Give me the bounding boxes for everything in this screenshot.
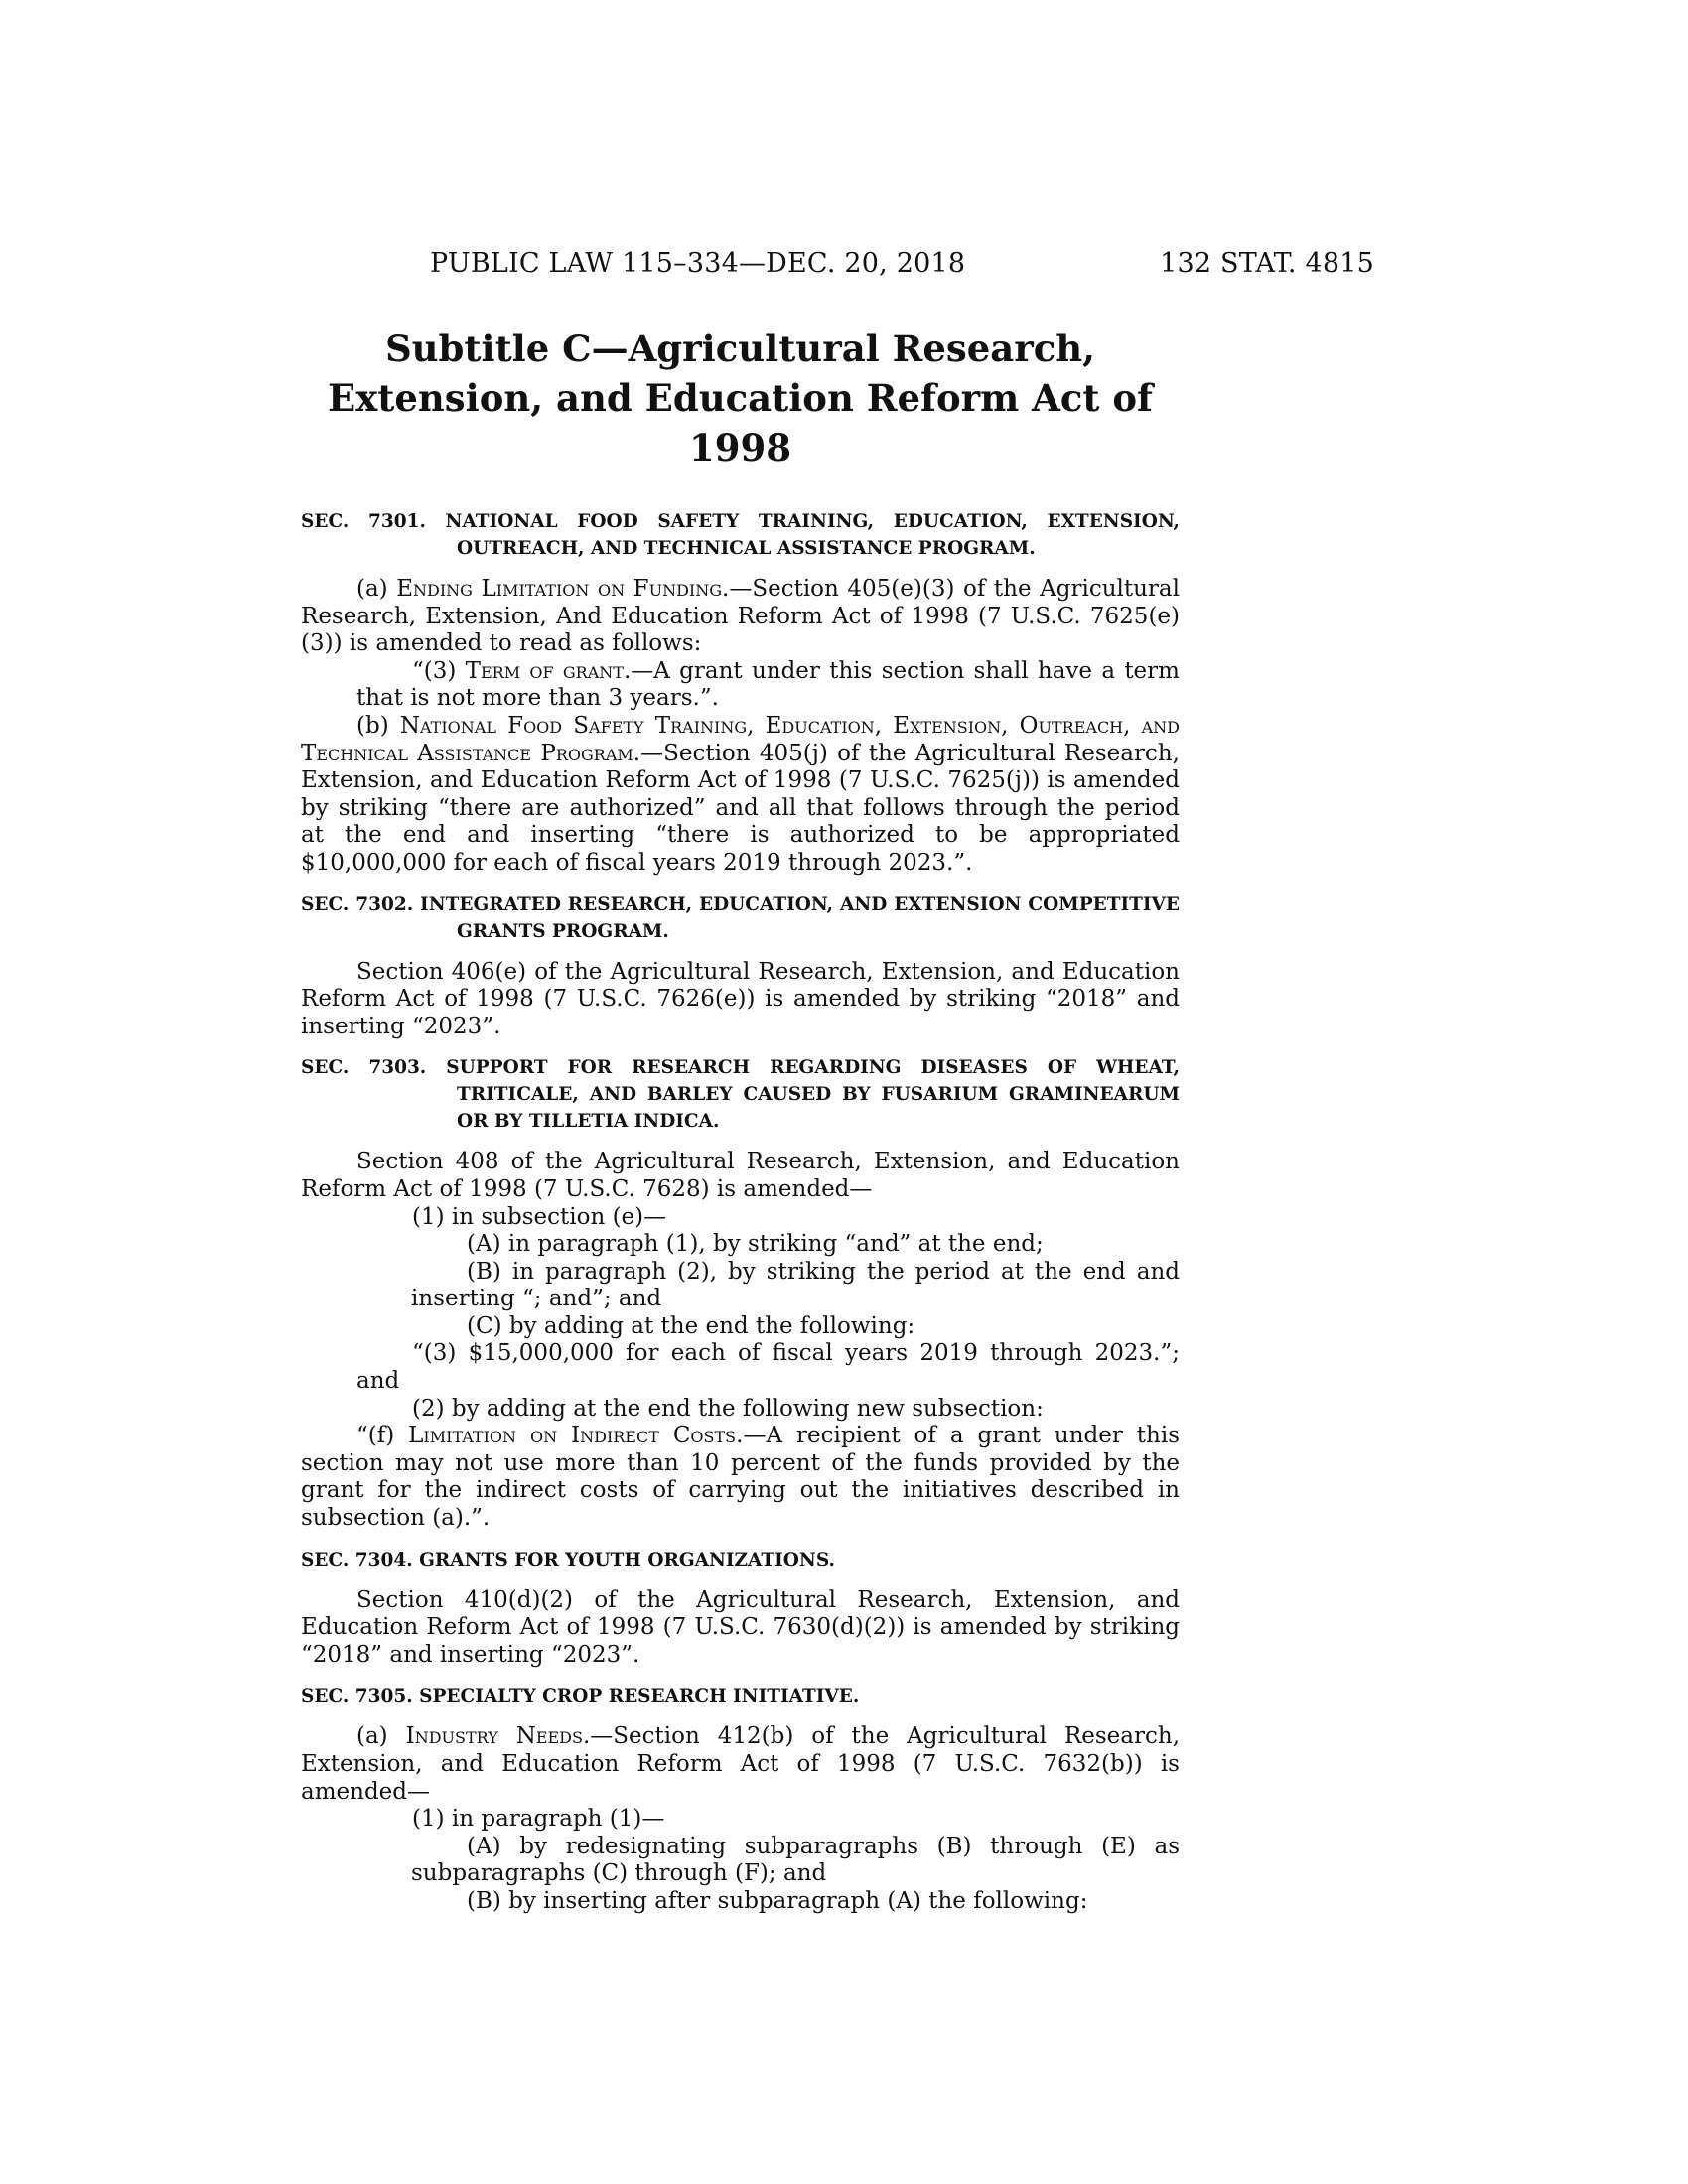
stat-citation: 132 STAT. 4815 [1160, 248, 1374, 279]
section-heading-7305: SEC. 7305. SPECIALTY CROP RESEARCH INITIATIVE. [301, 1686, 860, 1707]
quote-7301-a-3: “(3) Term of grant.—A grant under this section shall have a term that is not more than 3 years.”. [356, 657, 1180, 712]
paragraph-7301-a: (a) Ending Limitation on Funding.—Section 405(e)(3) of the Agricultural Research, Extension, And Education Reform Act of 1998 (7 U.S.C. 7625(e)(3)) is amended to read as follows: [301, 576, 1180, 657]
section-heading-7301: SEC. 7301. NATIONAL FOOD SAFETY TRAINING, EDUCATION, EXTENSION, OUTREACH, AND TECHNICAL ASSISTANCE PROGRAM. [301, 511, 1180, 559]
caption-ending-limitation: Ending Limitation on Funding [396, 576, 723, 602]
paragraph-7302: Section 406(e) of the Agricultural Research, Extension, and Education Reform Act of 1998 (7 U.S.C. 7626(e)) is amended by striking “2018” and inserting “2023”. [301, 958, 1180, 1039]
page-header [301, 248, 1374, 292]
paragraph-7303-2: (2) by adding at the end the following new subsection: [412, 1395, 1044, 1422]
paragraph-7305-1: (1) in paragraph (1)— [412, 1806, 665, 1833]
paragraph-7303-1: (1) in subsection (e)— [412, 1203, 667, 1230]
section-heading-7304: SEC. 7304. GRANTS FOR YOUTH ORGANIZATIONS. [301, 1549, 835, 1570]
paragraph-7303-1-B: (B) in paragraph (2), by striking the period at the end and inserting “; and”; and [411, 1258, 1180, 1312]
document-page [301, 248, 1374, 1916]
running-head: PUBLIC LAW 115–334—DEC. 20, 2018 [430, 248, 966, 279]
paragraph-7305-1-A: (A) by redesignating subparagraphs (B) through (E) as subparagraphs (C) through (F); and [411, 1833, 1180, 1887]
paragraph-7304: Section 410(d)(2) of the Agricultural Research, Extension, and Education Reform Act of 1998 (7 U.S.C. 7630(d)(2)) is amended by striking “2018” and inserting “2023”. [301, 1586, 1180, 1668]
paragraph-7303-1-C: (C) by adding at the end the following: [467, 1312, 915, 1339]
quote-7303-f: “(f) Limitation on Indirect Costs.—A recipient of a grant under this section may not use more than 10 percent of the funds provided by the grant for the indirect costs of carrying out the initiatives described in subsection (a).”. [301, 1423, 1181, 1532]
subtitle-heading: Subtitle C—Agricultural Research, Extension, and Education Reform Act of 1998 [328, 327, 1153, 470]
quote-7303-3: “(3) $15,000,000 for each of fiscal years 2019 through 2023.”; and [356, 1340, 1180, 1395]
section-heading-7303: SEC. 7303. SUPPORT FOR RESEARCH REGARDING DISEASES OF WHEAT, TRITICALE, AND BARLEY CAUSED BY FUSARIUM GRAMINEARUM OR BY TILLETIA INDICA. [301, 1057, 1180, 1133]
paragraph-7303-1-A: (A) in paragraph (1), by striking “and” at the end; [467, 1231, 1044, 1258]
section-heading-7302: SEC. 7302. INTEGRATED RESEARCH, EDUCATION, AND EXTENSION COMPETITIVE GRANTS PROGRAM. [301, 893, 1180, 942]
paragraph-7303-intro: Section 408 of the Agricultural Research, Extension, and Education Reform Act of 1998 (7 U.S.C. 7628) is amended— [301, 1149, 1180, 1202]
caption-limitation-indirect-costs: Limitation on Indirect Costs [408, 1423, 737, 1449]
paragraph-7305-a: (a) Industry Needs.—Section 412(b) of the Agricultural Research, Extension, and Education Reform Act of 1998 (7 U.S.C. 7632(b)) is amended— [301, 1723, 1180, 1805]
paragraph-7305-1-B: (B) by inserting after subparagraph (A) the following: [467, 1887, 1088, 1914]
caption-national-food-safety: National Food Safety Training, Education, Extension, Outreach, and Technical Assistance Program [301, 712, 1180, 766]
caption-term-of-grant: Term of grant [465, 657, 624, 684]
caption-industry-needs: Industry Needs [405, 1723, 583, 1750]
paragraph-7301-b: (b) National Food Safety Training, Education, Extension, Outreach, and Technical Assistance Program.—Section 405(j) of the Agricultural Research, Extension, and Education Reform Act of 1998 (7 U.S.C. 7625(j)) is amended by striking “there are authorized” and all that follows through the period at the end and inserting “there is authorized to be appropriated $10,000,000 for each of fiscal years 2019 through 2023.”. [301, 712, 1180, 876]
